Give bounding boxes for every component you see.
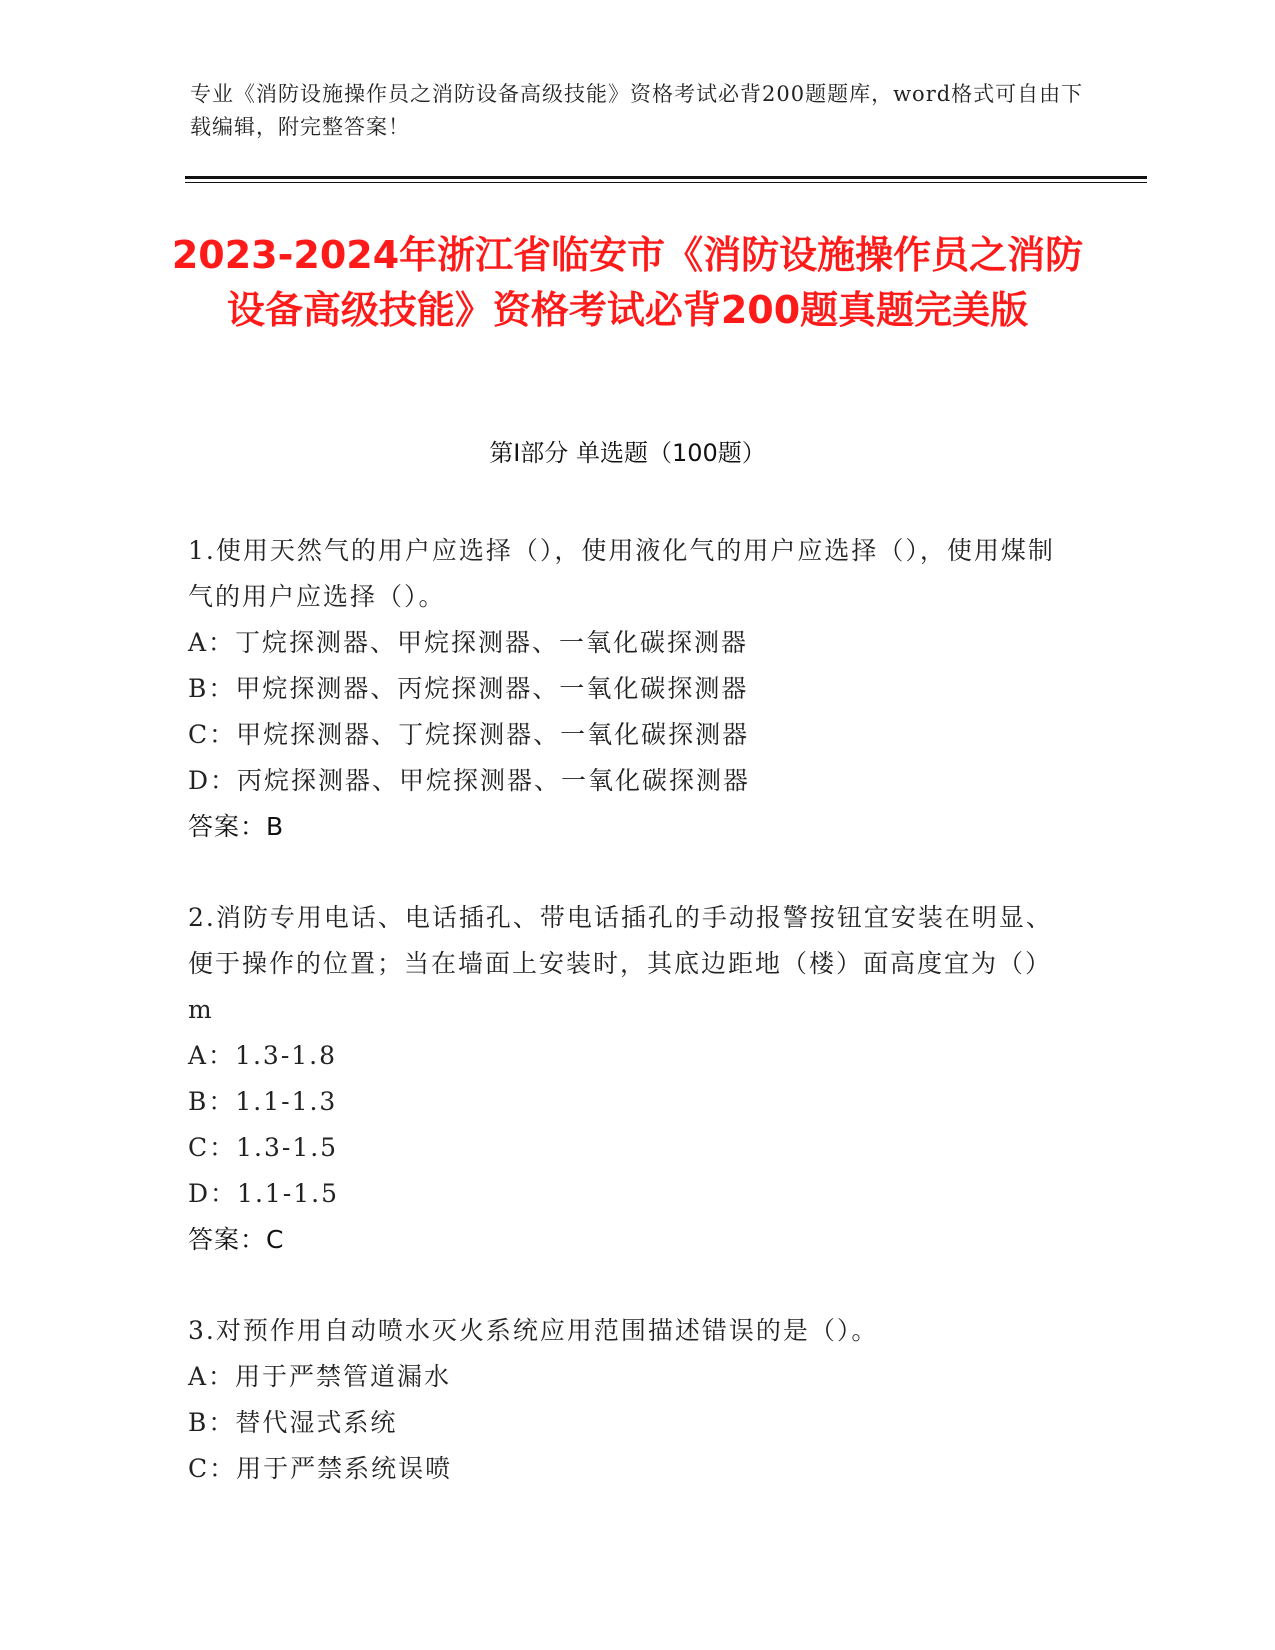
question-list: [188, 528, 1068, 1537]
option-c: C：用于严禁系统误喷: [188, 1454, 453, 1483]
question-1: [188, 528, 1068, 850]
option-b: B：替代湿式系统: [188, 1408, 398, 1437]
question-3: [188, 1308, 1068, 1492]
question-stem: 2.消防专用电话、电话插孔、带电话插孔的手动报警按钮宜安装在明显、便于操作的位置；当在墙面上安装时，其底边距地（楼）面高度宜为（）m: [188, 903, 1053, 1024]
answer-line: 答案：C: [188, 1225, 285, 1254]
option-d: D：丙烷探测器、甲烷探测器、一氧化碳探测器: [188, 766, 751, 795]
option-a: A：1.3-1.8: [188, 1041, 338, 1070]
option-a: A：丁烷探测器、甲烷探测器、一氧化碳探测器: [188, 628, 749, 657]
header-rule-thick: [185, 176, 1147, 179]
question-stem: 1.使用天然气的用户应选择（），使用液化气的用户应选择（），使用煤制气的用户应选择（）。: [188, 536, 1055, 611]
question-2: [188, 895, 1068, 1263]
question-stem: 3.对预作用自动喷水灭火系统应用范围描述错误的是（）。: [188, 1316, 879, 1345]
header-note: 专业《消防设施操作员之消防设备高级技能》资格考试必背200题题库，word格式可自由下载编辑，附完整答案！: [190, 82, 1084, 139]
header-rule-thin: [185, 182, 1147, 183]
option-b: B：甲烷探测器、丙烷探测器、一氧化碳探测器: [188, 674, 749, 703]
option-b: B：1.1-1.3: [188, 1087, 338, 1116]
option-c: C：1.3-1.5: [188, 1133, 339, 1162]
option-a: A：用于严禁管道漏水: [188, 1362, 452, 1391]
section-heading: 第Ⅰ部分 单选题（100题）: [489, 439, 766, 467]
option-d: D：1.1-1.5: [188, 1179, 340, 1208]
document-title: 2023-2024年浙江省临安市《消防设施操作员之消防设备高级技能》资格考试必背200题真题完美版: [171, 233, 1084, 332]
option-c: C：甲烷探测器、丁烷探测器、一氧化碳探测器: [188, 720, 750, 749]
answer-line: 答案：B: [188, 812, 285, 841]
